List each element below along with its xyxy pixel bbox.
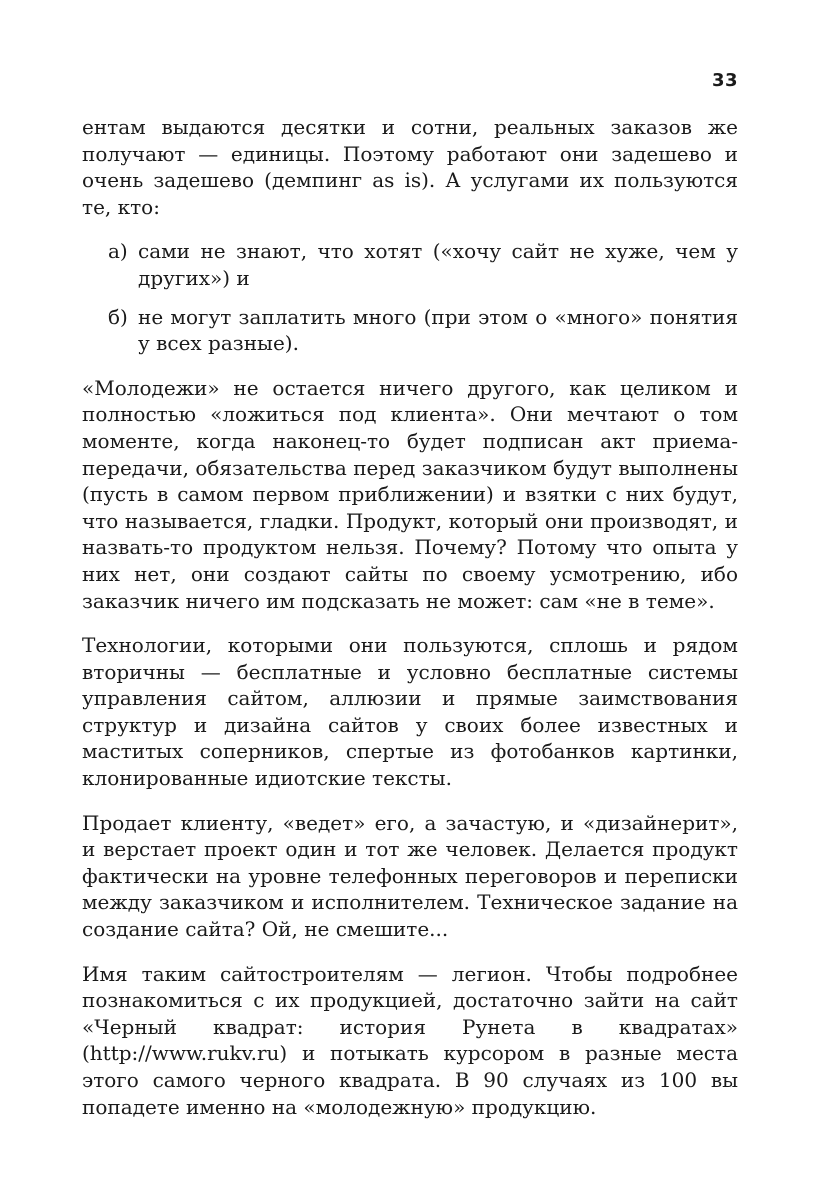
list-item-marker: б) [108, 304, 128, 329]
paragraph-1: ентам выдаются десятки и сотни, реальных заказов же получают — единицы. Поэтому работают они задешево и очень задешево (демпинг as is). А услугами их пользуются те, кто: [82, 115, 738, 219]
list [82, 238, 738, 356]
list-item-text: сами не знают, что хотят («хочу сайт не хуже, чем у других») и [138, 239, 738, 290]
page-body [82, 114, 738, 1138]
list-item-marker: а) [108, 239, 128, 264]
paragraph-2: «Молодежи» не остается ничего другого, как целиком и полностью «ложиться под клиента». Они мечтают о том моменте, когда наконец-то будет подписан акт приема-передачи, обязательства перед заказчиком будут выполнены (пусть в самом первом приближении) и взятки с них будут, что называется, гладки. Продукт, который они производят, и назвать-то продуктом нельзя. Почему? Потому что опыта у них нет, они создают сайты по своему усмотрению, ибо заказчик ничего им подсказать не может: сам «не в теме». [82, 375, 738, 613]
paragraph-3: Технологии, которыми они пользуются, сплошь и рядом вторичны — бесплатные и условно бесплатные системы управления сайтом, аллюзии и прямые заимствования структур и дизайна сайтов у своих более известных и маститых соперников, спертые из фотобанков картинки, клонированные идиотские тексты. [82, 633, 738, 791]
page-number: 33 [711, 70, 738, 91]
paragraph-5: Имя таким сайтостроителям — легион. Чтобы подробнее познакомиться с их продукцией, достаточно зайти на сайт «Черный квадрат: история Рунета в квадратах» (http://www.rukv.ru) и потыкать курсором в разные места этого самого черного квадрата. В 90 случаях из 100 вы попадете именно на «молодежную» продукцию. [82, 961, 738, 1119]
list-item [82, 238, 738, 291]
list-item-text: не могут заплатить много (при этом о «много» понятия у всех разные). [138, 304, 738, 356]
paragraph-4: Продает клиенту, «ведет» его, а зачастую, и «дизайнерит», и верстает проект один и тот же человек. Делается продукт фактически на уровне телефонных переговоров и переписки между заказчиком и исполнителем. Техническое задание на создание сайта? Ой, не смешите... [82, 810, 738, 942]
list-item [82, 304, 738, 357]
